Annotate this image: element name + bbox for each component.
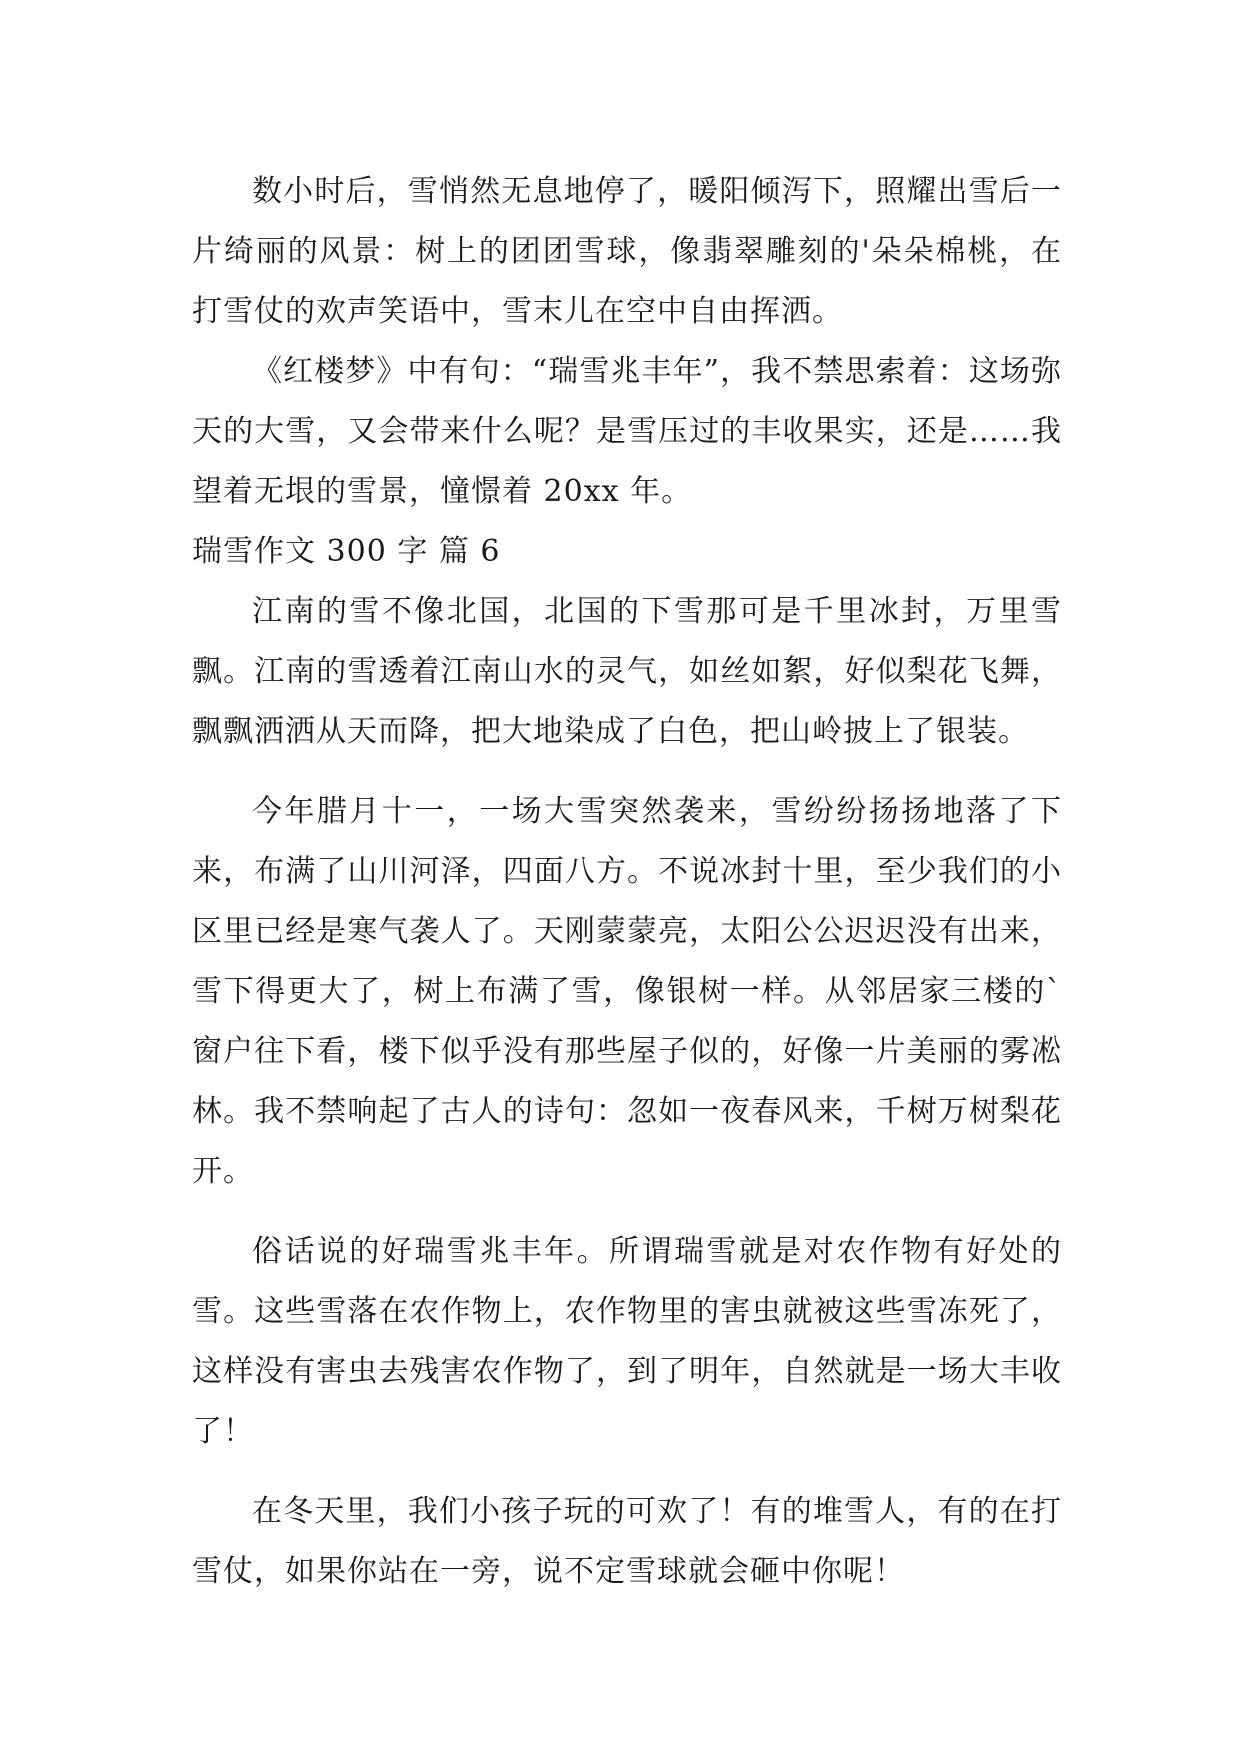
paragraph: 在冬天里，我们小孩子玩的可欢了！有的堆雪人，有的在打雪仗，如果你站在一旁，说不定雪球就会砸中你呢！: [192, 1494, 1062, 1589]
paragraph: 俗话说的好瑞雪兆丰年。所谓瑞雪就是对农作物有好处的雪。这些雪落在农作物上，农作物里的害虫就被这些雪冻死了，这样没有害虫去残害农作物了，到了明年，自然就是一场大丰收了！: [192, 1234, 1062, 1449]
paragraph: 数小时后，雪悄然无息地停了，暖阳倾泻下，照耀出雪后一片绮丽的风景：树上的团团雪球，像翡翠雕刻的'朵朵棉桃，在打雪仗的欢声笑语中，雪末儿在空中自由挥洒。: [192, 174, 1062, 329]
paragraph: 《红楼梦》中有句：“瑞雪兆丰年”，我不禁思索着：这场弥天的大雪，又会带来什么呢？是雪压过的丰收果实，还是……我望着无垠的雪景，憧憬着 20xx 年。: [192, 354, 1062, 509]
document-page: [192, 162, 1062, 1602]
paragraph: 今年腊月十一，一场大雪突然袭来，雪纷纷扬扬地落了下来，布满了山川河泽，四面八方。不说冰封十里，至少我们的小区里已经是寒气袭人了。天刚蒙蒙亮，太阳公公迟迟没有出来，雪下得更大了，树上布满了雪，像银树一样。从邻居家三楼的`窗户往下看，楼下似乎没有那些屋子似的，好像一片美丽的雾凇林。我不禁响起了古人的诗句：忽如一夜春风来，千树万树梨花开。: [192, 794, 1062, 1189]
section-heading: 瑞雪作文 300 字 篇 6: [192, 534, 501, 569]
paragraph: 江南的雪不像北国，北国的下雪那可是千里冰封，万里雪飘。江南的雪透着江南山水的灵气，如丝如絮，好似梨花飞舞，飘飘洒洒从天而降，把大地染成了白色，把山岭披上了银装。: [192, 594, 1062, 749]
